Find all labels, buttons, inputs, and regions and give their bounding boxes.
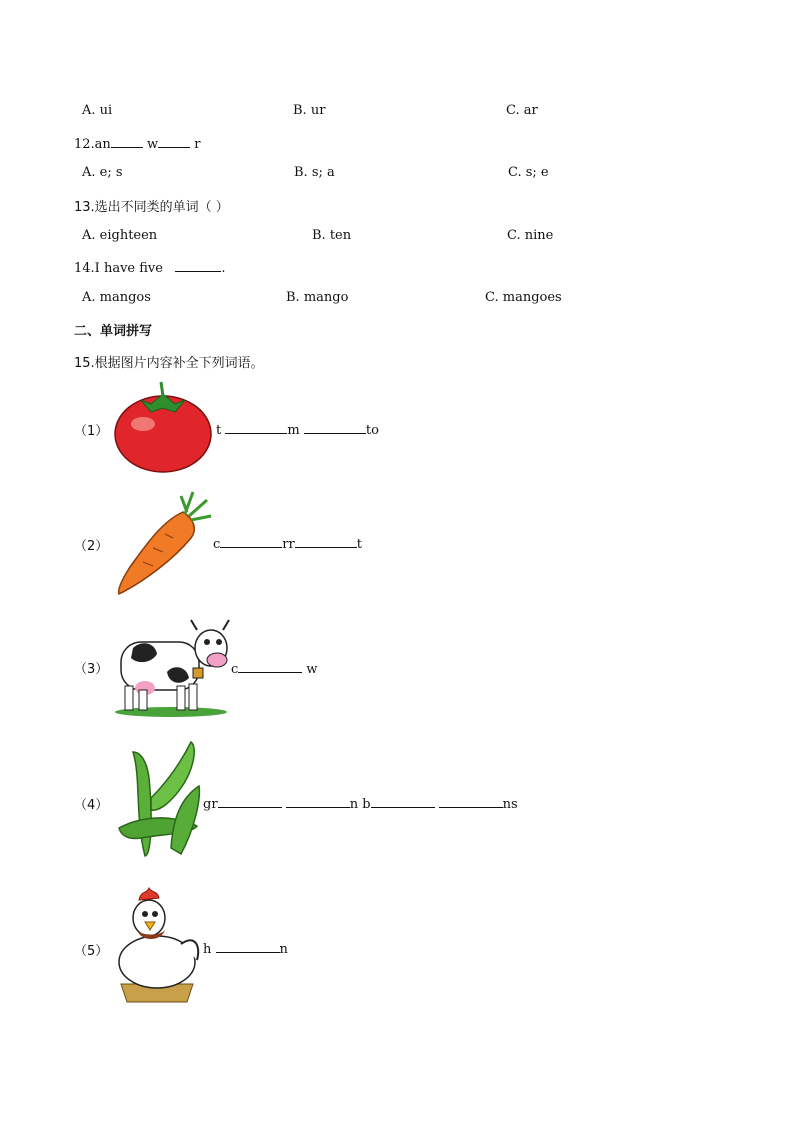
q13-option-c: C. nine: [507, 228, 554, 243]
word-part: c: [231, 662, 239, 677]
hen-image: [111, 884, 203, 1006]
q11-option-a: A. ui: [82, 103, 113, 118]
answer-blank[interactable]: [220, 535, 282, 548]
q12-mid: w: [146, 137, 159, 152]
item-1-answer: [216, 421, 379, 438]
answer-blank[interactable]: [158, 135, 190, 148]
item-number: （5）: [74, 944, 109, 959]
item-4-answer: [203, 795, 518, 812]
word-part: n b: [349, 797, 371, 812]
answer-blank[interactable]: [225, 421, 287, 434]
q12-option-b: B. s; a: [294, 165, 335, 180]
q12-option-a: A. e; s: [82, 165, 123, 180]
answer-blank[interactable]: [439, 795, 503, 808]
item-number: （4）: [74, 798, 109, 813]
q14-stem: [74, 259, 226, 276]
answer-blank[interactable]: [238, 660, 302, 673]
word-part: w: [306, 662, 318, 677]
item-number: （3）: [74, 662, 109, 677]
q14-option-a: A. mangos: [82, 290, 151, 305]
carrot-image: [113, 490, 213, 596]
q14-stem-text: 14.I have five: [74, 261, 163, 276]
item-2-answer: [213, 535, 362, 552]
q14-option-b: B. mango: [286, 290, 349, 305]
word-part: t: [216, 423, 222, 438]
word-part: t: [356, 537, 362, 552]
q13-option-a: A. eighteen: [82, 228, 158, 243]
q12-option-c: C. s; e: [508, 165, 549, 180]
word-part: c: [213, 537, 221, 552]
q13-stem: 13.选出不同类的单词（ ）: [74, 200, 229, 215]
word-part: m: [287, 423, 300, 438]
q14-option-c: C. mangoes: [485, 290, 562, 305]
tomato-image: [113, 378, 213, 476]
word-part: n: [279, 942, 288, 957]
q12-number: 12.an: [74, 137, 111, 152]
item-number: （2）: [74, 539, 109, 554]
answer-blank[interactable]: [371, 795, 435, 808]
word-part: ns: [502, 797, 518, 812]
word-part: to: [365, 423, 379, 438]
item-number: （1）: [74, 424, 109, 439]
answer-blank[interactable]: [295, 535, 357, 548]
item-3-answer: [231, 660, 318, 677]
cow-image: [111, 612, 231, 718]
q15-stem: 15.根据图片内容补全下列词语。: [74, 356, 264, 371]
word-part: rr: [282, 537, 295, 552]
answer-blank[interactable]: [218, 795, 282, 808]
answer-blank[interactable]: [111, 135, 143, 148]
item-5-answer: [203, 940, 288, 957]
answer-blank[interactable]: [175, 259, 221, 272]
q14-end: .: [221, 261, 226, 276]
q12-end: r: [194, 137, 201, 152]
answer-blank[interactable]: [216, 940, 280, 953]
answer-blank[interactable]: [304, 421, 366, 434]
green-beans-image: [111, 738, 203, 860]
q11-option-c: C. ar: [506, 103, 538, 118]
q12-stem: [74, 135, 200, 152]
q11-option-b: B. ur: [293, 103, 326, 118]
answer-blank[interactable]: [286, 795, 350, 808]
word-part: h: [203, 942, 212, 957]
q13-option-b: B. ten: [312, 228, 352, 243]
section-title: 二、单词拼写: [74, 324, 153, 339]
word-part: gr: [203, 797, 218, 812]
